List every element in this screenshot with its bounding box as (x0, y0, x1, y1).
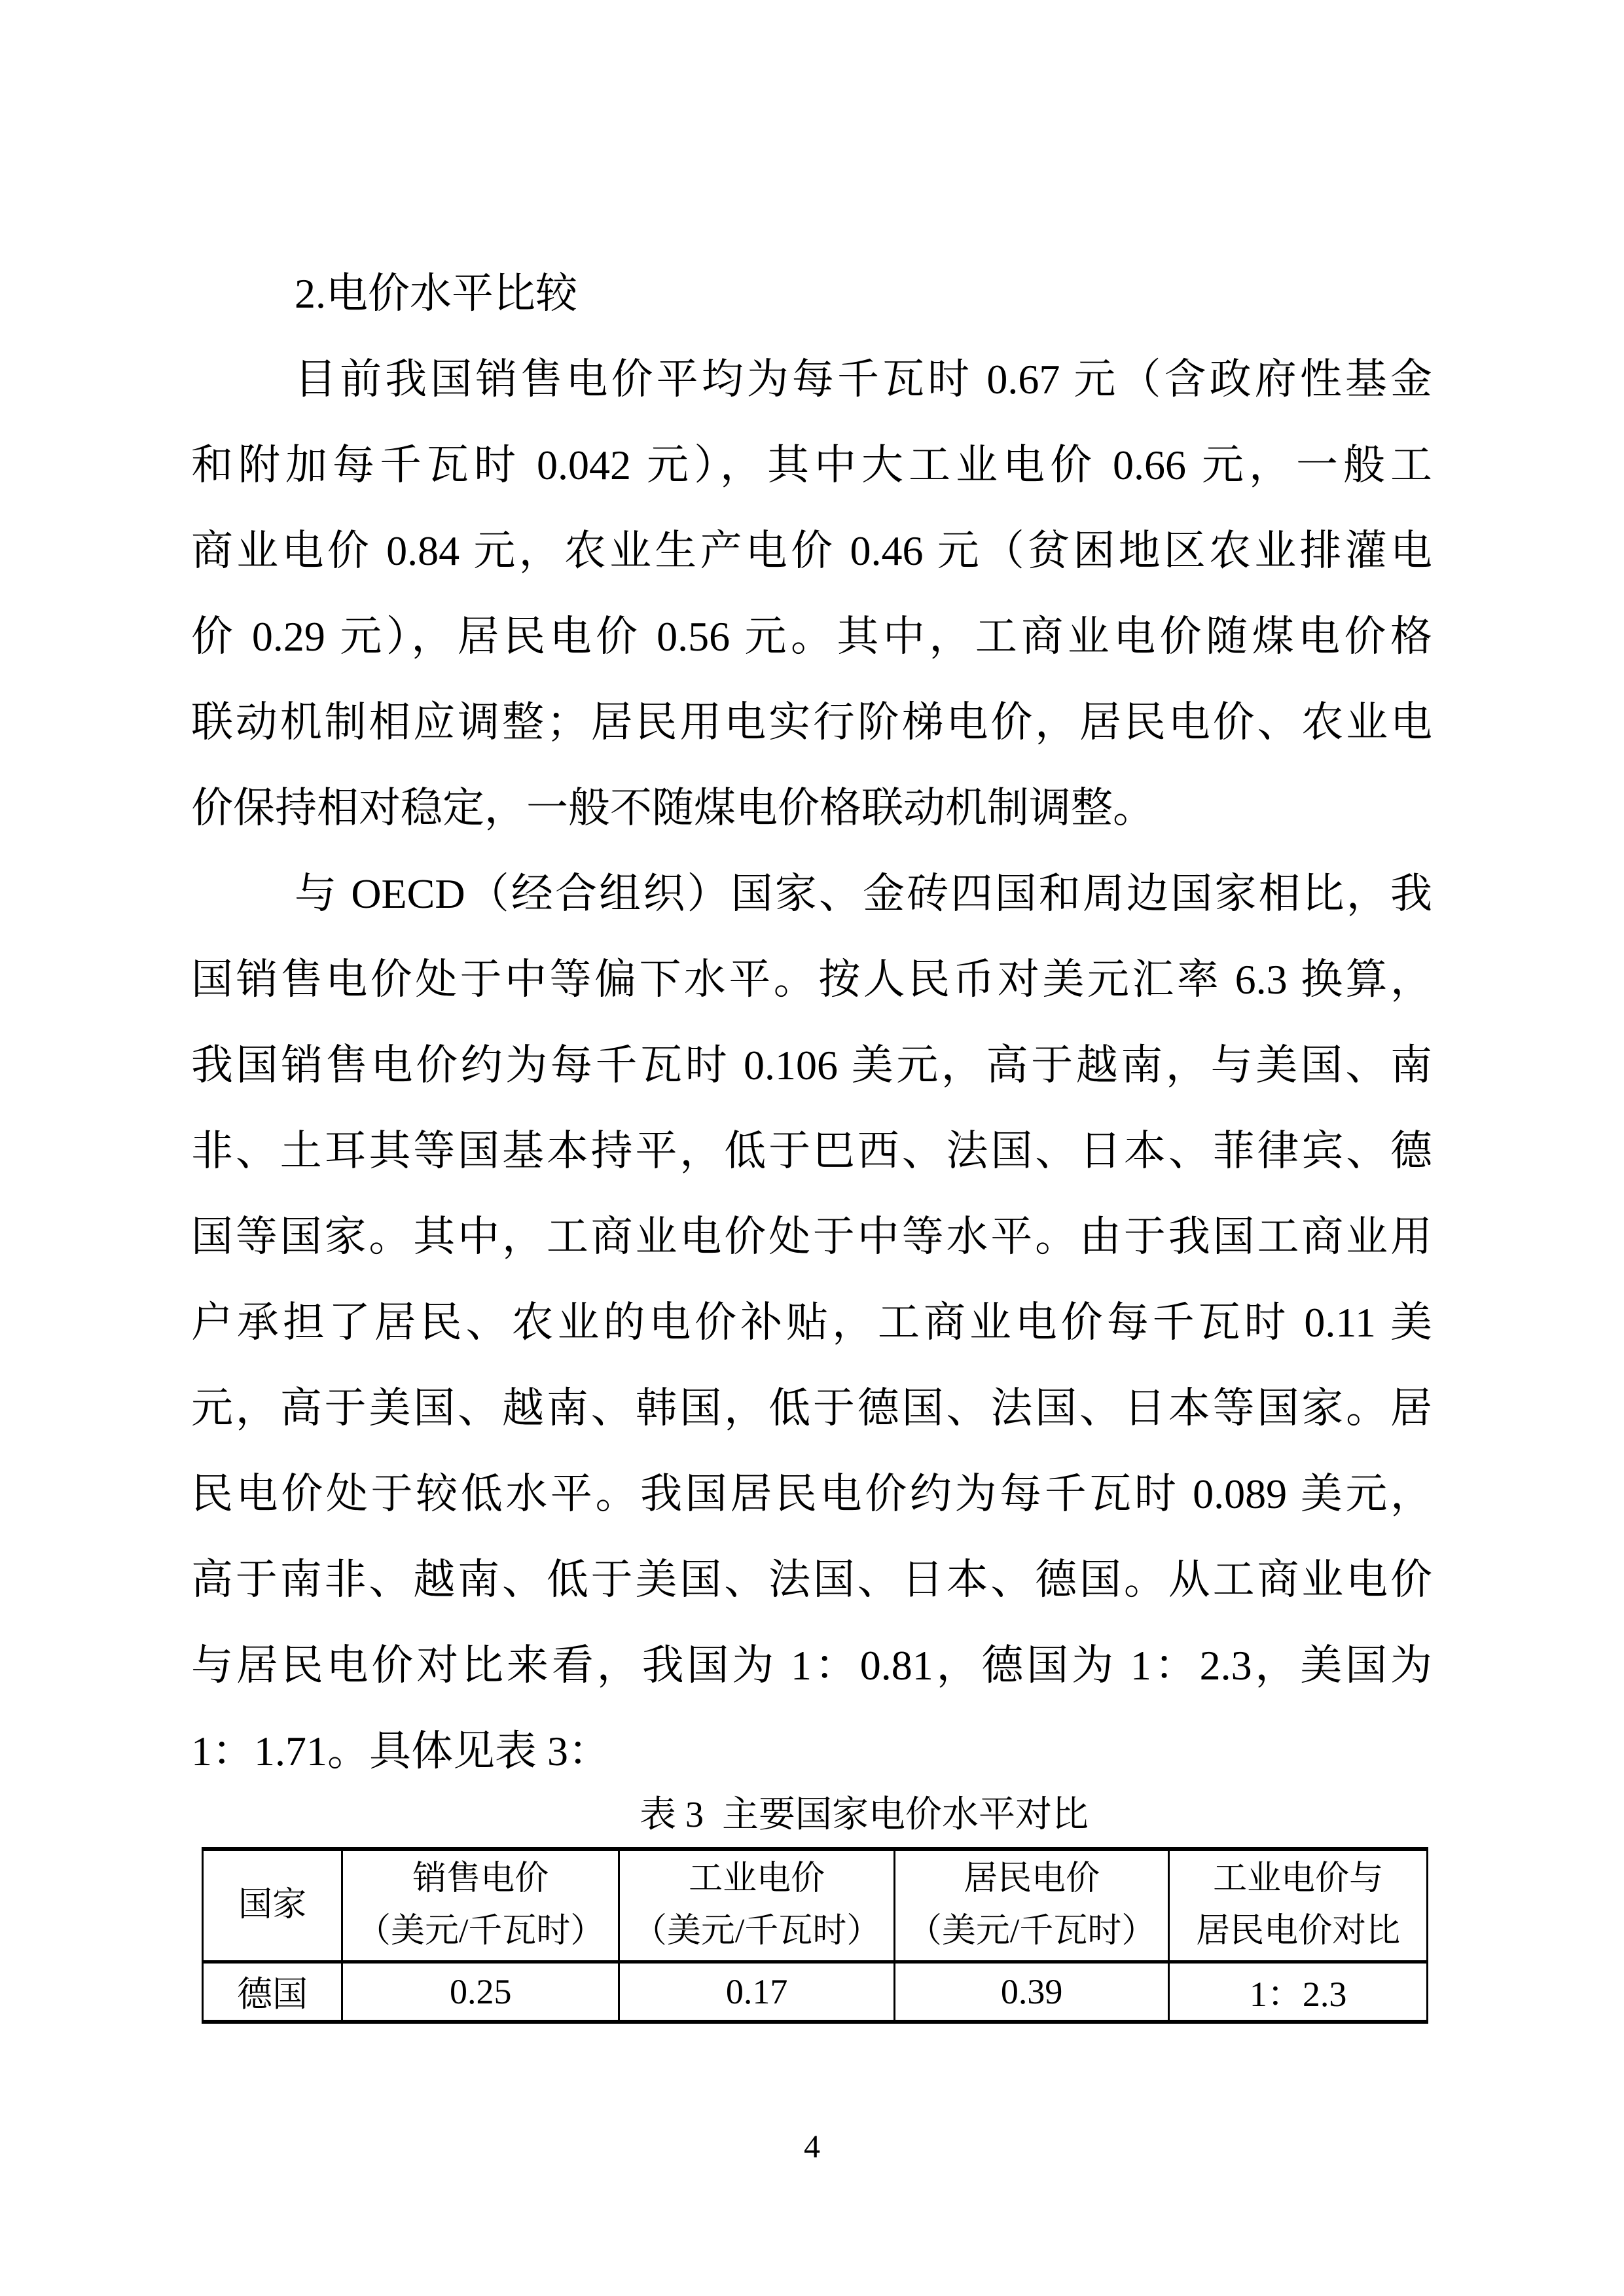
cell-residential: 0.39 (895, 1962, 1169, 2022)
page-number: 4 (804, 2128, 820, 2164)
paragraph-line: 元，高于美国、越南、韩国，低于德国、法国、日本等国家。居 (191, 1385, 1432, 1431)
header-ratio-label-1: 工业电价与 (1213, 1860, 1384, 1898)
paragraph-line: 1：1.71。具体见表 3： (191, 1728, 610, 1774)
paragraph-line: 价 0.29 元），居民电价 0.56 元。其中，工商业电价随煤电价格 (191, 613, 1432, 660)
paragraph-line: 国销售电价处于中等偏下水平。按人民币对美元汇率 6.3 换算， (191, 956, 1432, 1003)
header-residential-unit: （美元/千瓦时） (907, 1912, 1156, 1950)
paragraph-line: 与居民电价对比来看，我国为 1：0.81，德国为 1：2.3，美国为 (191, 1642, 1432, 1689)
header-country-label: 国家 (238, 1886, 307, 1924)
cell-ratio: 1：2.3 (1169, 1962, 1428, 2022)
paragraph-line: 国等国家。其中，工商业电价处于中等水平。由于我国工商业用 (191, 1213, 1432, 1260)
header-ratio (1169, 1849, 1428, 1962)
paragraph-line: 户承担了居民、农业的电价补贴，工商业电价每千瓦时 0.11 美 (191, 1299, 1432, 1346)
paragraph-line: 高于南非、越南、低于美国、法国、日本、德国。从工商业电价 (191, 1556, 1432, 1603)
table-row-germany (203, 1962, 1428, 2022)
header-industrial-label: 工业电价 (689, 1860, 825, 1898)
paragraph-line: 价保持相对稳定，一般不随煤电价格联动机制调整。 (191, 785, 1155, 831)
cell-industrial: 0.17 (619, 1962, 895, 2022)
header-residential-label: 居民电价 (964, 1860, 1100, 1898)
header-industrial-unit: （美元/千瓦时） (632, 1912, 881, 1950)
body-text (191, 251, 1432, 1794)
paragraph-line: 和附加每千瓦时 0.042 元），其中大工业电价 0.66 元，一般工 (191, 442, 1432, 488)
price-comparison-table (202, 1847, 1428, 2024)
paragraph-line: 与 OECD（经合组织）国家、金砖四国和周边国家相比，我 (295, 870, 1432, 917)
header-industrial-price (619, 1849, 895, 1962)
paragraph-line: 非、土耳其等国基本持平，低于巴西、法国、日本、菲律宾、德 (191, 1128, 1432, 1174)
header-country (203, 1849, 342, 1962)
paragraph-line: 我国销售电价约为每千瓦时 0.106 美元，高于越南，与美国、南 (191, 1042, 1432, 1088)
section-heading: 2.电价水平比较 (295, 270, 577, 317)
cell-sales: 0.25 (342, 1962, 619, 2022)
header-sales-label: 销售电价 (412, 1860, 549, 1898)
header-residential-price (895, 1849, 1169, 1962)
header-ratio-label-2: 居民电价对比 (1196, 1912, 1401, 1950)
table-header-row (203, 1849, 1428, 1962)
paragraph-line: 目前我国销售电价平均为每千瓦时 0.67 元（含政府性基金 (295, 356, 1432, 403)
paragraph-line: 民电价处于较低水平。我国居民电价约为每千瓦时 0.089 美元， (191, 1471, 1432, 1517)
table-caption: 表 3 主要国家电价水平对比 (640, 1795, 1089, 1835)
paragraph-line: 商业电价 0.84 元，农业生产电价 0.46 元（贫困地区农业排灌电 (191, 528, 1432, 574)
cell-country: 德国 (203, 1962, 342, 2022)
header-sales-price (342, 1849, 619, 1962)
paragraph-line: 联动机制相应调整；居民用电实行阶梯电价，居民电价、农业电 (191, 699, 1432, 745)
header-sales-unit: （美元/千瓦时） (356, 1912, 605, 1950)
